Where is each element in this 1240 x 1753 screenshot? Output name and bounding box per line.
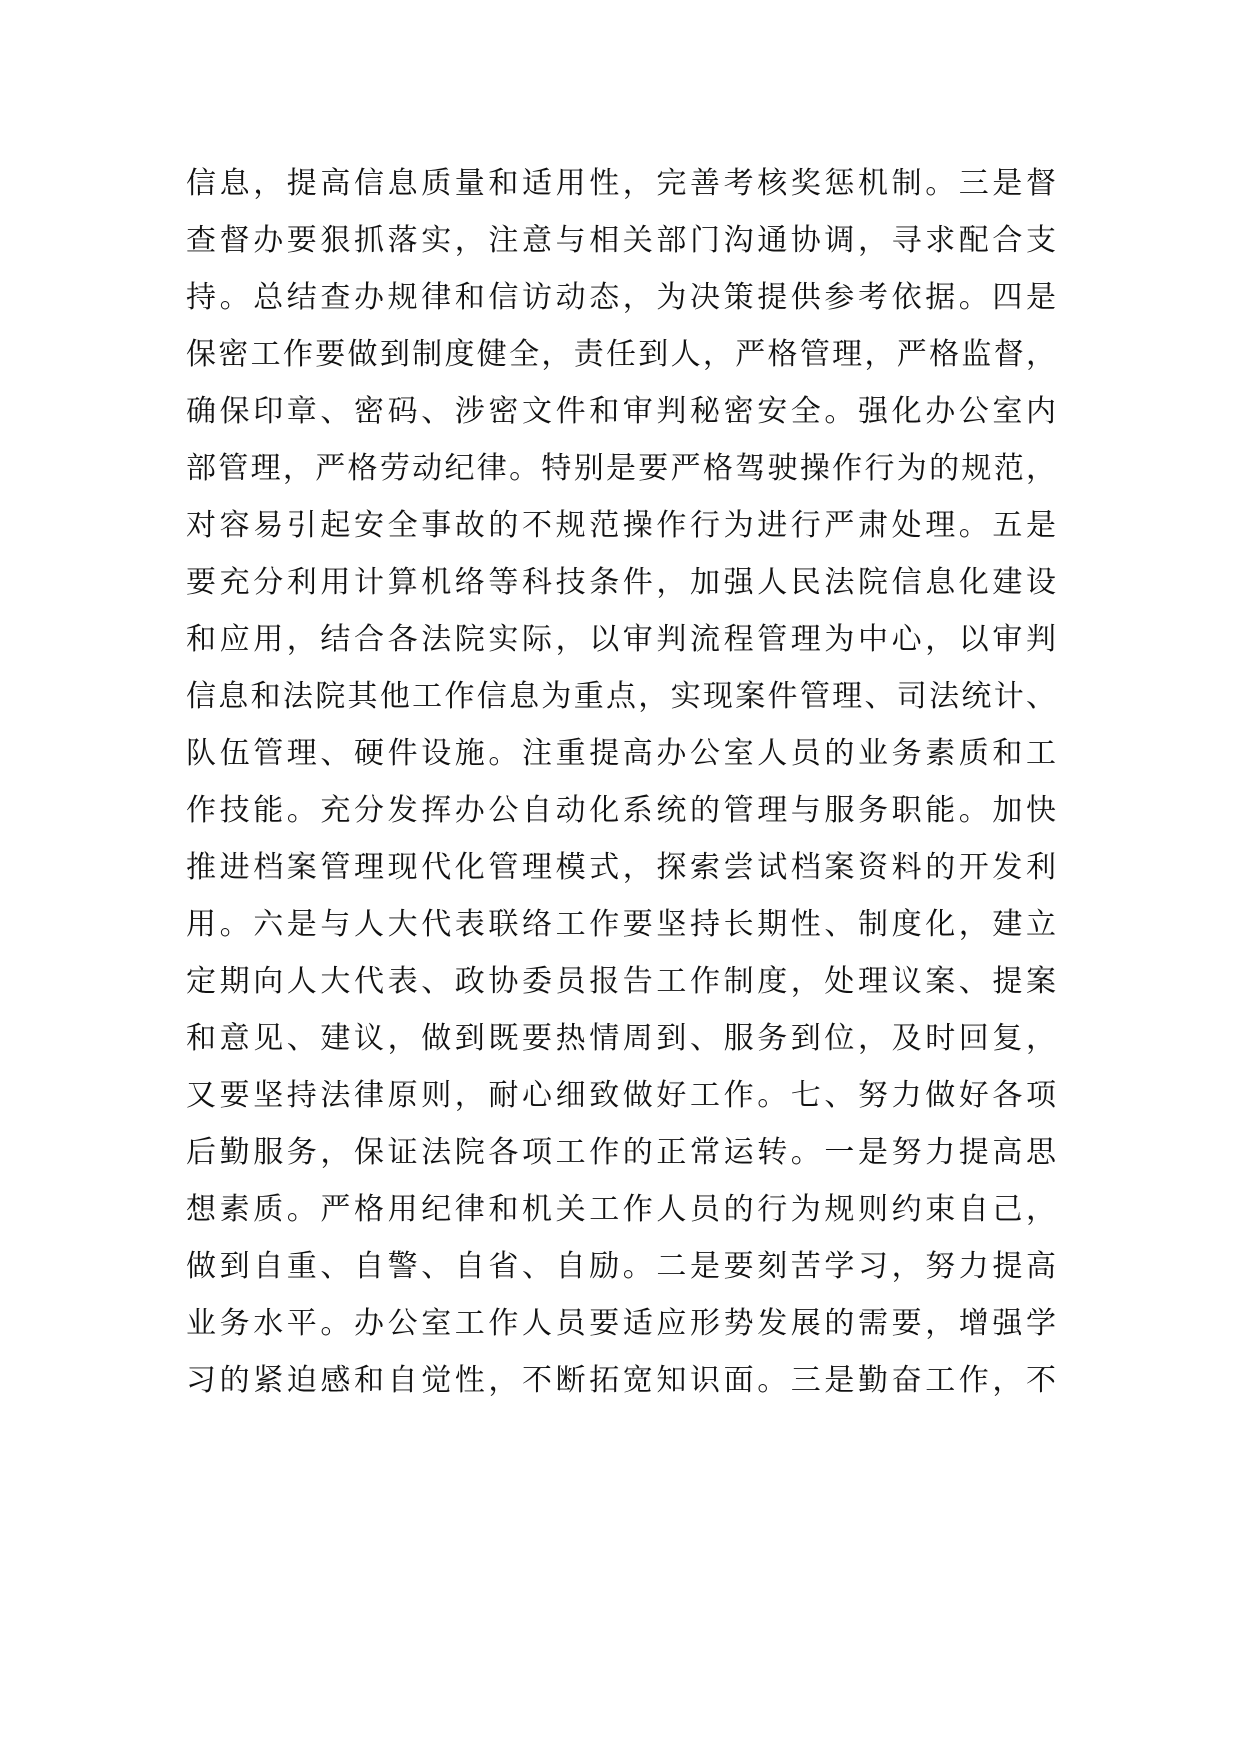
text-line: 信息和法院其他工作信息为重点，实现案件管理、司法统计、 — [186, 679, 1056, 714]
text-line: 和应用，结合各法院实际，以审判流程管理为中心，以审判 — [186, 622, 1056, 657]
body-text — [186, 155, 1056, 1409]
text-line: 和意见、建议，做到既要热情周到、服务到位，及时回复， — [186, 1021, 1056, 1056]
text-line: 推进档案管理现代化管理模式，探索尝试档案资料的开发利 — [186, 850, 1056, 885]
text-line: 作技能。充分发挥办公自动化系统的管理与服务职能。加快 — [186, 793, 1056, 828]
text-line: 查督办要狠抓落实，注意与相关部门沟通协调，寻求配合支 — [186, 223, 1056, 258]
text-line: 定期向人大代表、政协委员报告工作制度，处理议案、提案 — [186, 964, 1056, 999]
text-line: 又要坚持法律原则，耐心细致做好工作。七、努力做好各项 — [186, 1078, 1056, 1113]
text-line: 习的紧迫感和自觉性，不断拓宽知识面。三是勤奋工作，不 — [186, 1363, 1056, 1398]
text-line: 对容易引起安全事故的不规范操作行为进行严肃处理。五是 — [186, 508, 1056, 543]
text-line: 持。总结查办规律和信访动态，为决策提供参考依据。四是 — [186, 280, 1056, 315]
text-line: 信息，提高信息质量和适用性，完善考核奖惩机制。三是督 — [186, 166, 1056, 201]
text-line: 后勤服务，保证法院各项工作的正常运转。一是努力提高思 — [186, 1135, 1056, 1170]
text-line: 队伍管理、硬件设施。注重提高办公室人员的业务素质和工 — [186, 736, 1056, 771]
text-line: 想素质。严格用纪律和机关工作人员的行为规则约束自己， — [186, 1192, 1056, 1227]
text-line: 用。六是与人大代表联络工作要坚持长期性、制度化，建立 — [186, 907, 1056, 942]
text-line: 部管理，严格劳动纪律。特别是要严格驾驶操作行为的规范， — [186, 451, 1056, 486]
text-line: 做到自重、自警、自省、自励。二是要刻苦学习，努力提高 — [186, 1249, 1056, 1284]
text-line: 要充分利用计算机络等科技条件，加强人民法院信息化建设 — [186, 565, 1056, 600]
text-line: 确保印章、密码、涉密文件和审判秘密安全。强化办公室内 — [186, 394, 1056, 429]
text-line: 保密工作要做到制度健全，责任到人，严格管理，严格监督， — [186, 337, 1056, 372]
text-line: 业务水平。办公室工作人员要适应形势发展的需要，增强学 — [186, 1306, 1056, 1341]
